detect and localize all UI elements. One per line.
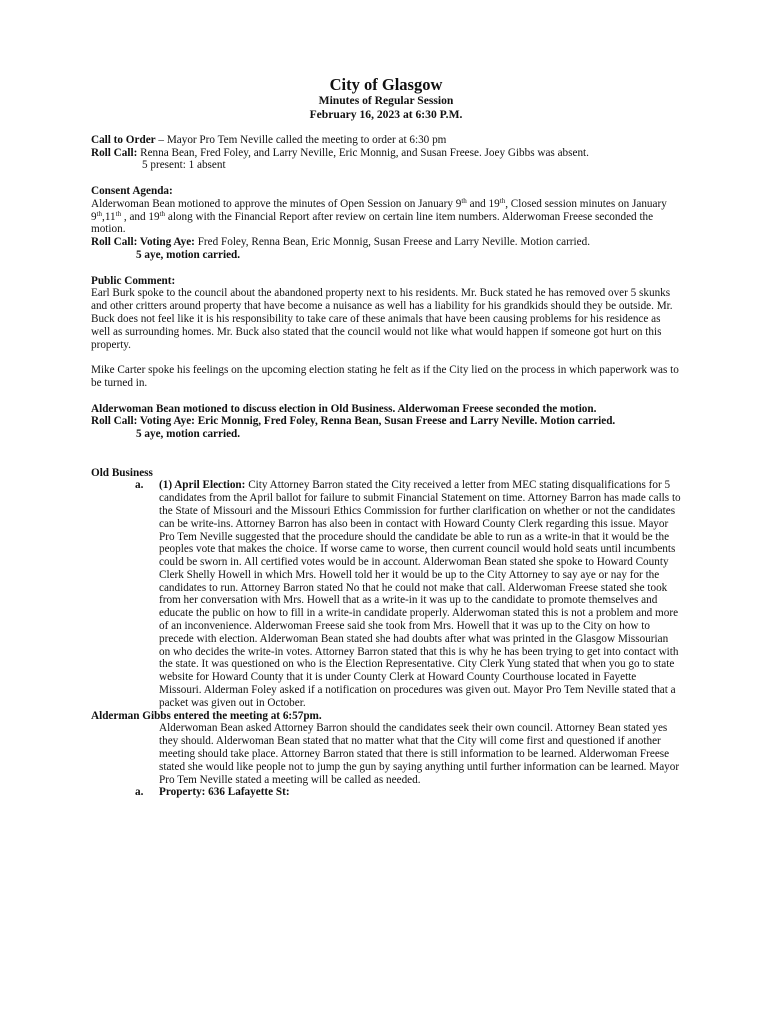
- list-marker: a.: [135, 479, 144, 492]
- public-comment-carter: Mike Carter spoke his feelings on the upcoming election stating he felt as if the City lied on the process in which paperwork was to be turned in.: [91, 364, 679, 389]
- consent-vote-label: Roll Call: Voting Aye:: [91, 236, 195, 249]
- page-title: City of Glasgow: [329, 75, 443, 94]
- ordinal-suffix: th: [461, 196, 467, 205]
- election-motion-vote: Roll Call: Voting Aye: Eric Monnig, Fred Foley, Renna Bean, Susan Freese and Larry Neville. Motion carried.: [91, 415, 616, 428]
- attendance-count: 5 present: 1 absent: [142, 159, 226, 172]
- call-to-order-text: – Mayor Pro Tem Neville called the meeting to order at 6:30 pm: [155, 133, 447, 146]
- ordinal-suffix: th: [96, 209, 103, 218]
- minutes-page: [91, 76, 681, 799]
- consent-vote: [91, 236, 681, 249]
- item-text: City Attorney Barron stated the City received a letter from MEC stating disqualifications for 5 candidates from the April ballot for failure to submit Financial Statement on time. Attorney Barron has made calls to the State of Missouri and the Missouri Ethics Commission for further clarification on whether or not the candidates can be write-ins. Attorney Barron has also been in contact with Howard County Clerk regarding this issue. Mayor Pro Tem Neville suggested that the procedure should the candidate be able to run as a write-in that it would be the peoples vote that makes the choice. If worse came to worse, then current council would hold seats until incumbents could be sworn in. All certified votes would be in account. Alderwoman Bean stated she spoke to Howard County Clerk Shelly Howell in which Mrs. Howell told her it would be up to the City Attorney to say aye or nay for the candidates to run. Attorney Barron stated No that he could not make that call. Alderwoman Freese stated she took from her conversation with Mrs. Howell that as a write-in it was up to the candidate to promote themselves and educate the public on how to fill in a write-in candidate properly. Alderwoman stated this is not a problem and more of an inconvenience. Alderwoman Freese said she took from Mrs. Howell that it was up to the City on how to precede with election. Alderwoman Bean stated she had doubts after what was printed in the Glasgow Missourian on who decides the write-in votes. Attorney Barron stated that this is why he has been trying to get into contact with the state. It was questioned on who is the Election Representative. City Clerk Yung stated that when you go to state website for Howard County that it is under County Clerk at Howard County Courthouse located in Fayette Missouri. Alderman Foley asked if a notification on procedures was given out. Mayor Pro Tem Neville stated that a packet was given out in October.: [159, 479, 681, 709]
- list-marker: a.: [135, 786, 144, 799]
- roll-call-text: Renna Bean, Fred Foley, and Larry Neville, Eric Monnig, and Susan Freese. Joey Gibbs was absent.: [137, 146, 589, 159]
- ordinal-suffix: th: [115, 209, 122, 218]
- consent-text-part: and 19: [466, 197, 500, 210]
- roll-call-label: Roll Call:: [91, 146, 138, 159]
- session-date: February 16, 2023 at 6:30 P.M.: [309, 107, 463, 121]
- election-motion: Alderwoman Bean motioned to discuss election in Old Business. Alderwoman Freese seconded the motion.: [91, 402, 597, 415]
- consent-vote-text: Fred Foley, Renna Bean, Eric Monnig, Susan Freese and Larry Neville. Motion carried.: [194, 236, 590, 249]
- roll-call: [91, 147, 681, 160]
- election-discussion-continued: Alderwoman Bean asked Attorney Barron should the candidates seek their own council. Attorney Bean stated yes they should. Alderwoman Bean stated that no matter what that the City will come first and questioned if another meeting should take place. Attorney Barron stated that there is still information to be learned. Alderwoman Freese stated she would like people not to jump the gun by saying anything until further information can be learned. Mayor Pro Tem Neville stated a meeting will be called as needed.: [159, 722, 680, 786]
- public-comment-burk: Earl Burk spoke to the council about the abandoned property next to his residents. Mr. Buck stated he has removed over 5 skunks and other critters around property that have become a nuisance as well has a liability for his grandkids should they be outside. Mr. Buck does not feel like it is his responsibility to take care of these animals that have been causing problems for his residence as well as surrounding homes. Mr. Buck also stated that the council would not like what would happen if someone got hurt on this property.: [91, 287, 673, 351]
- gibbs-arrival: Alderman Gibbs entered the meeting at 6:57pm.: [91, 709, 322, 722]
- consent-text-part: Alderwoman Bean motioned to approve the minutes of Open Session on January 9: [91, 197, 462, 210]
- consent-text-part: along with the Financial Report after review on certain line item numbers. Alderwoman Freese seconded the motion.: [91, 210, 654, 236]
- item-label: (1) April Election:: [159, 479, 246, 492]
- consent-agenda-heading: Consent Agenda:: [91, 184, 173, 197]
- public-comment-heading: Public Comment:: [91, 274, 176, 287]
- old-business-heading: Old Business: [91, 466, 153, 479]
- ordinal-suffix: th: [159, 209, 166, 218]
- ordinal-suffix: th: [499, 196, 506, 205]
- consent-text-part: , and 19: [121, 210, 160, 223]
- consent-result: 5 aye, motion carried.: [136, 248, 241, 261]
- call-to-order: [91, 134, 681, 147]
- call-to-order-label: Call to Order: [91, 133, 156, 146]
- consent-agenda-text: [91, 198, 681, 236]
- old-business-item-election: [91, 479, 681, 709]
- item-label: Property: 636 Lafayette St:: [159, 786, 290, 799]
- old-business-item-property: [91, 786, 681, 799]
- election-motion-result: 5 aye, motion carried.: [136, 428, 241, 441]
- consent-text-part: ,11: [102, 210, 116, 223]
- consent-text-part: , Closed session minutes on January 9: [91, 197, 667, 223]
- session-title: Minutes of Regular Session: [318, 94, 454, 107]
